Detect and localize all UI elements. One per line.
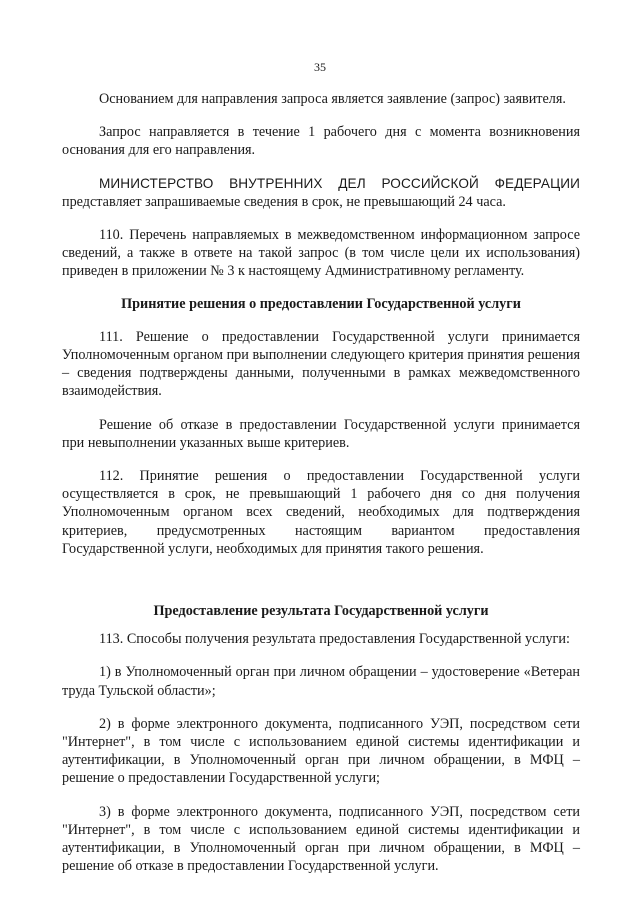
section-heading-decision: Принятие решения о предоставлении Государственной услуги <box>121 295 521 312</box>
paragraph-ministry-response <box>62 175 580 211</box>
paragraph-request-basis: Основанием для направления запроса является заявление (запрос) заявителя. <box>99 91 566 107</box>
paragraph-113: 113. Способы получения результата предоставления Государственной услуги: <box>99 631 570 648</box>
list-item-2: 2) в форме электронного документа, подписанного УЭП, посредством сети "Интернет", в том числе с использованием единой системы идентификации и аутентификации, в Уполномоченный орган при личном обращении, в МФЦ – решение о предоставлении Государственной услуги; <box>62 715 580 787</box>
list-item-3: 3) в форме электронного документа, подписанного УЭП, посредством сети "Интернет", в том числе с использованием единой системы идентификации и аутентификации, в Уполномоченный орган при личном обращении, в МФЦ – решение об отказе в предоставлении Государственной услуги. <box>62 803 580 875</box>
paragraph-111: 111. Решение о предоставлении Государственной услуги принимается Уполномоченным органом при выполнении следующего критерия принятия решения – сведения подтверждены данными, полученными в рамках межведомственного взаимодействия. <box>62 328 580 400</box>
ministry-response-text: представляет запрашиваемые сведения в срок, не превышающий 24 часа. <box>62 193 506 210</box>
document-body <box>62 90 580 876</box>
section-heading-result: Предоставление результата Государственной услуги <box>153 603 489 620</box>
paragraph-request-timing: Запрос направляется в течение 1 рабочего дня с момента возникновения основания для его направления. <box>62 124 580 159</box>
list-item-1: 1) в Уполномоченный орган при личном обращении – удостоверение «Ветеран труда Тульской области»; <box>62 664 580 699</box>
paragraph-refusal: Решение об отказе в предоставлении Государственной услуги принимается при невыполнении указанных выше критериев. <box>62 416 580 451</box>
paragraph-112: 112. Принятие решения о предоставлении Государственной услуги осуществляется в срок, не превышающий 1 рабочего дня со дня получения Уполномоченным органом всех сведений, необходимых для подтверждения критериев, предусмотренных настоящим вариантом предоставления Государственной услуги, необходимых для принятия такого решения. <box>62 468 580 557</box>
ministry-name: МИНИСТЕРСТВО ВНУТРЕННИХ ДЕЛ РОССИЙСКОЙ ФЕДЕРАЦИИ <box>99 175 580 191</box>
paragraph-110: 110. Перечень направляемых в межведомственном информационном запросе сведений, а также в ответе на такой запрос (в том числе цели их использования) приведен в приложении № 3 к настоящему Административному регламенту. <box>62 227 580 280</box>
page-number: 35 <box>314 60 326 74</box>
